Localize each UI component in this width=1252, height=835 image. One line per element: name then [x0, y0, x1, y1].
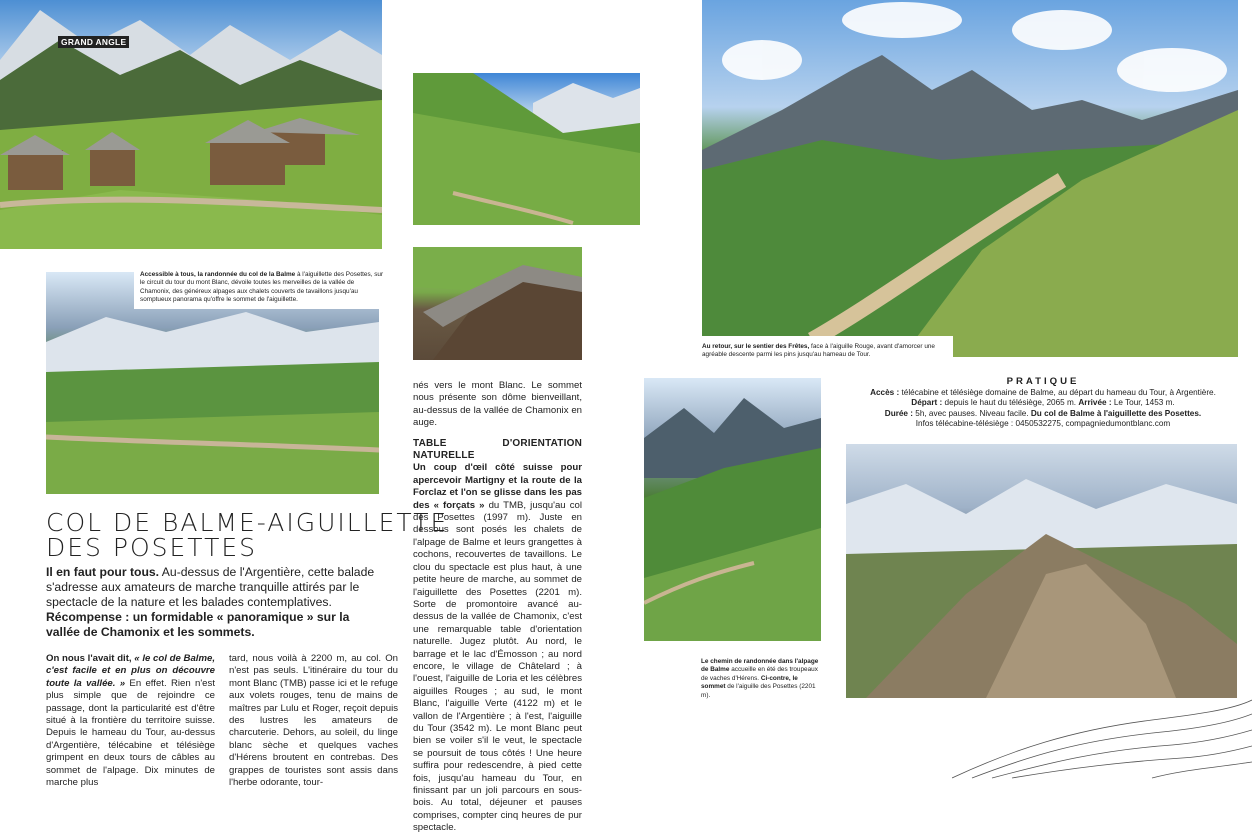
- col3-text-intro: nés vers le mont Blanc. Le sommet nous présente son dôme bienveillant, au-dessus de la vallée de Chamonix en auge.: [413, 380, 582, 429]
- arrivee-label: Arrivée :: [1078, 398, 1112, 408]
- lead-reward: Récompense : un formidable « panoramique » sur la vallée de Chamonix et les sommets.: [46, 610, 350, 639]
- col3-bold: Un coup d'œil côté suisse pour apercevoir Martigny et la route de la Forclaz et l'on se glisse dans les pas des « forçats »: [413, 462, 582, 511]
- col1-intro: On nous l'avait dit,: [46, 653, 132, 664]
- arrivee-text: Le Tour, 1453 m.: [1111, 398, 1175, 408]
- photo-hikers-trail: [702, 0, 1238, 357]
- caption-text: de l'aiguille des Posettes (2201 m).: [701, 683, 816, 699]
- title-line-2: DES POSETTES: [46, 533, 258, 562]
- photo-alpine-path: [644, 378, 821, 641]
- article-lead: [46, 565, 386, 640]
- photo-posettes-summit: [846, 444, 1237, 698]
- article-column-1: [46, 653, 215, 789]
- col2-text: tard, nous voilà à 2200 m, au col. On n'est pas seuls. L'itinéraire du tour du mont Blanc (TMB) passe ici et le refuge aux volets rouges, tenu de mains de maîtres par Lulu et Roger, reçoit depuis des lustres les amateurs de charcuterie. Dehors, au soleil, du linge blanc sèche et quelques vaches d'Hérens broutent en contrebas. Des grappes de touristes sont assis dans l'herbe odorante, tour-: [229, 653, 398, 789]
- caption-text: à l'aiguillette des Posettes, sur le circuit du tour du mont Blanc, dévoile toutes les merveilles de la vallée de Chamonix, des généreux alpages aux chalets couverts de tavaillons jusqu'au somptueux panorama qu'offre le sommet de l'aiguillette.: [140, 271, 384, 304]
- pratique-box: [848, 377, 1238, 429]
- caption-bold: Ci-contre, le sommet: [701, 674, 798, 691]
- article-title: [46, 510, 448, 560]
- acces-text: télécabine et télésiège domaine de Balme, au départ du hameau du Tour, à Argentière.: [899, 388, 1216, 398]
- caption-photo-chalets: [134, 268, 390, 309]
- col1-quote: « le col de Balme, c'est facile et en plus on découvre toute la vallée. »: [46, 653, 215, 689]
- caption-bold: Accessible à tous, la randonnée du col de la Balme: [140, 271, 296, 278]
- caption-text: accueille en été des troupeaux de vaches d'Hérens.: [701, 666, 818, 682]
- article-column-3: [413, 380, 582, 835]
- col3-text: du TMB, jusqu'au col des Posettes (1997 m). Juste en dessous sont posés les chalets de l'alpage de Balme et leurs grangettes à cochons, recouvertes de tavaillons. Le clou du spectacle est plus haut, à une petite heure de marche, au sommet de l'aiguillette des Posettes (2201 m). Sorte de promontoire avancé au-dessus de la vallée de Chamonix, c'est une remarquable table d'orientation naturelle. Jugez plutôt. Au nord, le barrage et le lac d'Émosson ; au nord encore, le village de Châtelard ; à l'ouest, l'aiguille de Loria et les célèbres aiguilles Rouges ; au sud, le mont Blanc, l'aiguille Verte (4122 m) et le vallon de l'Argentière ; à l'est, l'aiguille du Tour (3542 m). Le mont Blanc peut bien se voiler s'il le veut, le spectacle se poursuit de tous côtés ! Une heure suffira pour redescendre, à pied cette fois, jusqu'au hameau du Tour, en finissant par un joli parcours en sous-bois. Au total, déjeuner et pauses comprises, compter cinq heures de pur spectacle.: [413, 499, 582, 834]
- caption-bold: Au retour, sur le sentier des Frêtes,: [702, 343, 810, 350]
- pratique-infos: Infos télécabine-télésiège : 0450532275, compagniedumontblanc.com: [915, 418, 1171, 428]
- depart-text: depuis le haut du télésiège, 2065 m.: [942, 398, 1077, 408]
- depart-label: Départ :: [911, 398, 943, 408]
- caption-text: face à l'aiguille Rouge, avant d'amorcer une agréable descente parmi les pins jusqu'au hameau de Tour.: [702, 343, 935, 359]
- acces-label: Accès :: [870, 388, 900, 398]
- pratique-acces: [848, 388, 1238, 398]
- section-label: GRAND ANGLE: [58, 36, 129, 48]
- lead-text: Au-dessus de l'Argentière, cette balade s'adresse aux amateurs de marche tranquille attirés par le spectacle de la nature et les balades contemplatives.: [46, 565, 375, 609]
- photo-green-valley-hikers: [413, 73, 640, 225]
- lead-bold: Il en faut pour tous.: [46, 565, 160, 579]
- pratique-depart: [848, 398, 1238, 408]
- caption-photo-hikers-trail: [702, 336, 953, 362]
- article-column-2: [229, 653, 398, 789]
- photo-wooden-barn: [413, 247, 582, 360]
- title-line-1: COL DE BALME-AIGUILLETTE: [46, 508, 449, 537]
- col3-subtitle: TABLE D'ORIENTATION NATURELLE: [413, 437, 582, 462]
- pratique-duree: [848, 409, 1238, 419]
- col1-text: En effet. Rien n'est plus simple que de rejoindre ce passage, dont la particularité est d'être situé à la frontière du territoire suisse. Depuis le hameau du Tour, au-dessus d'Argentière, télécabine et télésiège grimpent en deux tours de câbles au sommet de l'alpage. Dix minutes de marche plus: [46, 677, 215, 789]
- duree-text: 5h, avec pauses. Niveau facile.: [913, 408, 1029, 418]
- duree-bold: Du col de Balme à l'aiguillette des Posettes.: [1030, 408, 1202, 418]
- pratique-heading: PRATIQUE: [1006, 376, 1080, 387]
- caption-bold: Le chemin de randonnée dans l'alpage de Balme: [701, 658, 819, 674]
- duree-label: Durée :: [884, 408, 913, 418]
- contour-lines-decoration: [952, 690, 1252, 780]
- caption-photo-path: [701, 658, 819, 700]
